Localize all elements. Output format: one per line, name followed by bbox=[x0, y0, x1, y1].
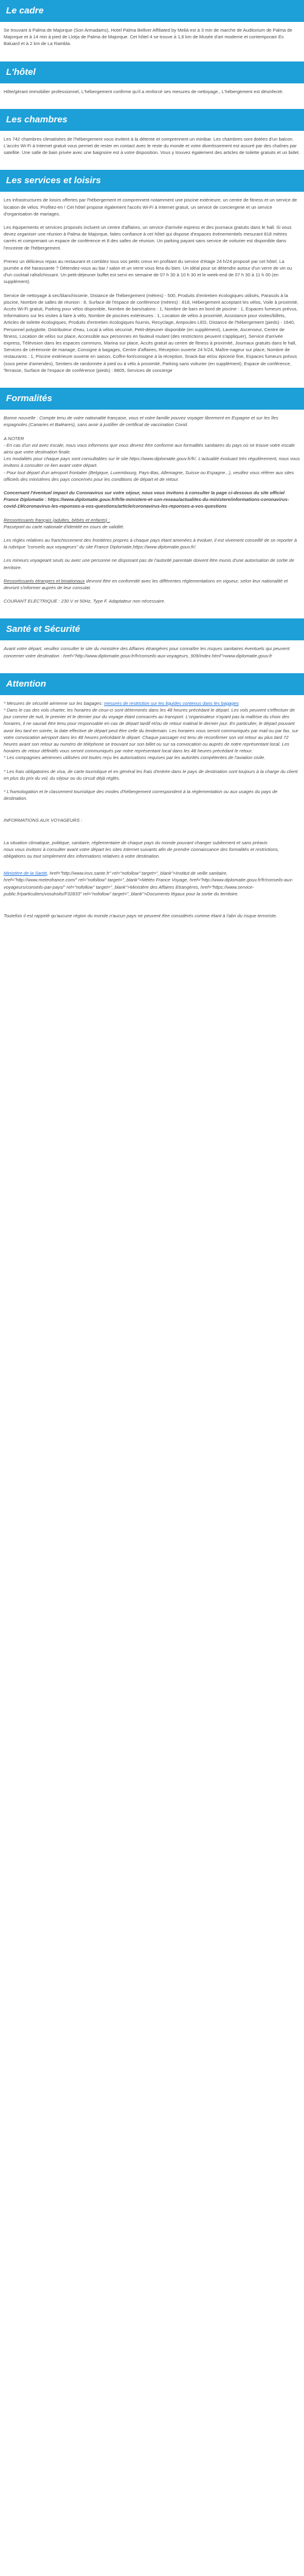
cadre-paragraph: Se trouvant à Palma de Majorque (Son Armadams), Hotel Palma Bellver Affiliated by Meliá est à 3 min de marche de Auditorium de Palma de Majorque et à 14 min à pied de Llotja de Palma de Majorque. Cet hôtel 4 se trouve à 1,6 km de Musée d'art moderne et contemporain Es Baluard et à 2 km de La Rambla. bbox=[4, 27, 292, 47]
section-title-attention: Attention bbox=[0, 673, 304, 695]
formalites-note: A NOTER - En cas d'un vol avec escale, nous vous informons que vous devrez être conforme aux formalités sanitaires du pays où se trouve votre escale ainsi que votre destination finale. Les modalités pour chaque pays sont consultables sur le site https://www.diplomatie.gouv.fr/fr/. L'actualité évoluant très régulièrement, nous vous invitons à consulter ce lien avant votre départ. - Pour tout départ d'un aéroport frontalier (Belgique, Luxembourg, Pays-Bas, Allemagne, Suisse ou Espagne...), veuillez vous référer aux sites officiels des ministères des pays concernés pour les conditions de départ et de retour. bbox=[4, 435, 300, 482]
attention-baggage-text: * Mesures de sécurité aérienne sur les bagages: bbox=[4, 700, 105, 706]
formalites-coronavirus: Concernant l'éventuel impact du Coronavirus sur votre séjour, nous vous invitons à consulter la page ci-dessous du site officiel France Diplomatie : https://www.diplomatie.gouv.fr/fr/le-ministere-et-son-reseau/actualites-du-ministere/informations-coronavirus-covid-19/coronavirus-les-reponses-a-vos-questions/article/coronavirus-les-reponses-a-vos-questions bbox=[4, 489, 289, 509]
attention-paragraph-5: La situation climatique, politique, sanitaire, réglementaire de chaque pays du monde pouvant changer subitement et sans préavis nous vous invitons à consulter avant votre départ les sites Internet suivants afin de prendre connaissance des formalités et restrictions, obligations ou tout simplement des informations relatives à votre destination. bbox=[4, 839, 279, 859]
attention-traveller-info-heading: INFORMATIONS AUX VOYAGEURS : bbox=[4, 817, 83, 824]
attention-links-paragraph bbox=[4, 870, 300, 897]
section-sante bbox=[0, 640, 304, 669]
formalites-documents-text: Passeport ou carte nationale d'identité en cours de validité. bbox=[4, 523, 125, 530]
services-paragraph-3: Prenez un délicieux repas au restaurant et comblez tous vos petits creux en profitant du service d'étage 24 h/24 proposé par cet hôtel. La journée a été harassante ? Détendez-vous au bar / salon et un verre vous fera du bien. Un idéal pour se détendre autour d'un verre de vin ou d'un cocktail rafraîchissant. Un petit-déjeuner buffet est servi en semaine de 07 h 30 à 10 h 30 et le week-end de 07 h 30 à 11 h 00 (en supplément). bbox=[4, 258, 292, 285]
section-cadre bbox=[0, 22, 304, 58]
hotel-paragraph: Hôte/gérant immobilier professionnel, L'hébergement confirme qu'il a renforcé ses mesures de nettoyage., L'hébergement est désinfecté. bbox=[4, 88, 284, 94]
section-services bbox=[0, 192, 304, 384]
section-title-services: Les services et loisirs bbox=[0, 170, 304, 192]
formalites-electricity: COURANT ELECTRIQUE : 230 V et 50Hz, Type F. Adaptateur non nécessaire. bbox=[4, 598, 165, 604]
attention-terrorism-note: Toutefois il est rappelé qu'aucune région du monde n'aucun pays ne peuvent être considérés comme étant à l'abri du risque terroriste. bbox=[4, 913, 277, 919]
services-paragraph-1: Les infrastructures de loisirs offertes par l'hébergement et comprennent notamment une piscine extérieure, un centre de fitness et un service de location de vélos. Profitez-en ! Cet hôtel propose également l'accès Wi-Fi à Internet gratuit, un service de conciergerie et un service d'organisation de mariages. bbox=[4, 197, 297, 217]
page bbox=[0, 0, 304, 929]
attention-paragraph-3: * L'homologation et le classement touristique des modes d'hébergement correspondent à la réglementation ou aux usages du pays de destination. bbox=[4, 789, 278, 802]
section-title-sante: Santé et Sécurité bbox=[0, 618, 304, 640]
formalites-foreigners-text: devront être en conformité avec les différentes réglementations en vigueur, selon leur nationalité et devront s'informer auprès de leur consulat. bbox=[4, 578, 288, 590]
section-hotel bbox=[0, 83, 304, 105]
attention-flights-text: * Dans le cas des vols charter, les horaires de ceux-ci sont déterminés dans les 48 heures précédant le départ. Les vols peuvent s'effectuer de jour comme de nuit, le premier et le dernier jour du voyage étant consacrés au transport. L'organisateur n'ayant pas la maîtrise du choix des horaires, il ne saurait être tenu pour responsable en cas de départ tardif et/ou de retour matinal le dernier jour. En particulier, le départ pouvant avoir lieu tard en soirée, la date effective de départ peut être celle du lendemain. Les horaires vous seront communiqués par mail ou par fax, sur votre convocation aéroport dans les 48 heures précédant le départ. Chaque passager est tenu de reconfirmer son vol retour au plus tard 72 heures avant son retour au numéro de téléphone se trouvant sur son billet ou sur sa convocation ou auprès de notre représentant local. Les horaires de retour définitifs vous seront communiqués par notre représentant local dans les 48 heures précédant le retour. * Les compagnies aériennes utilisées ont toutes reçu les autorisations requises par les autorités compétentes de l'aviation civile. bbox=[4, 707, 299, 761]
services-paragraph-2: Les équipements et services proposés incluent un centre d'affaires, un service d'arrivée express et des journaux gratuits dans le hall. Si vous devez organiser une réunion à Palma de Majorque, faites confiance à cet hôtel qui dispose d'espaces événementiels mesurant 818 mètres carrés et comprenant un espace de conférence et 8 des salles de réunion. Un parking payant sans service de voiturier est disponible dans l'enceinte de l'hébergement. bbox=[4, 225, 292, 251]
sante-paragraph: Avant votre départ, veuillez consulter le site du ministère des Affaires étrangères pour connaître les risques sanitaires éventuels qui peuvent concerner votre destination : href="http://www.diplomatie.gouv.fr/fr/conseils-aux-voyageurs_909/index.html">www.diplomatie.gouv.fr bbox=[4, 646, 290, 659]
formalites-documents bbox=[4, 517, 300, 530]
formalites-paragraph-1: Bonne nouvelle : Compte tenu de votre nationalité française, vous et votre famille pouvez voyager librement en Espagne et sur les îles espagnoles (Canaries et Baléares), sans avoir à justifier de certificat de vaccination Covid. bbox=[4, 415, 278, 428]
services-amenities-list: Service de nettoyage à sec/blanchisserie, Distance de l'hébergement (mètres) - 500, Produits d'entretien écologiques utilisés, Parasols à la piscine, Nombre de salles de réunion : 8, Surface de l'espace de conférence (mètres) : 818, Hébergement acceptant les vélos, Voile à proximité, Accès Wi-Fi gratuit, Parking pour vélos disponible, Nombre de bars/salons : 1, Nombre de bars en bord de piscine : 1, Espaces fumeurs prévus, Informations sur les visites à faire à vélo, Nombre de piscines extérieures : 1, Location de vélos à proximité, Assistance pour visites/billets, Articles de toilette écologiques, Produits d'entretien écologiques fournis, Recyclage, Ampoules LED, Distance de l'hébergement (pieds) - 1640, Personnel polyglotte, Distributeur d'eau, Local à vélos sécurisé, Petit-déjeuner disponible (en supplément), Laverie, Ascenseur, Centre de fitness, Location de vélos sur place, Accessible aux personnes en fauteuil roulant (des restrictions peuvent s'appliquer), Service d'arrivée express, Télévision dans les espaces communs, Marina sur place, Accès gratuit au centre de fitness à proximité, Journaux gratuits dans le hall, Services de cérémonie de mariage, Consigne à bagages, Centre d'affaires, Réception ouverte 24 h/24, Maître-nageur sur place, Nombre de restaurants : 1, Piscine extérieure ouverte en saison, Coffre-fort/consigne à la réception, Snack-bar et/ou épicerie fine, Espaces fumeurs prévus (sous peine d'amendes), Sentiers de randonnée à pied ou à vélo à proximité, Parking sans voiturier (en supplément), Espace de conférence, Terrasse, Surface de l'espace de conférence (pieds) : 8805, Services de concierge bbox=[4, 292, 299, 373]
section-chambres bbox=[0, 131, 304, 167]
formalites-paragraph-6: Les mineurs voyageant seuls ou avec une personne ne disposant pas de l'autorité parentale doivent être munis d'une autorisation de sortie de territoire. bbox=[4, 558, 294, 570]
attention-paragraph-2: * Les frais obligatoires de visa, de carte touristique et en général les frais d'entrée dans le pays de destination sont toujours à la charge du client en plus du prix du vol, du séjour ou du circuit déjà réglés. bbox=[4, 768, 298, 781]
section-title-hotel: L'hôtel bbox=[0, 61, 304, 83]
section-formalites bbox=[0, 410, 304, 615]
attention-links-text: , href="http://www.invs.sante.fr" rel="nofollow" target="_blank">Institut de veille sanitaire, href="http://www.meteofrance.com/" rel="nofollow" target="_blank">Météo France Voyage, href="http://www.diplomatie.gouv.fr/fr/conseils-aux-voyageurs/conseils-par-pays/" rel="nofollow" target="_blank">Ministère des Affaires Etrangères, href="https://www.service-public.fr/particuliers/vosdroits/F32833" rel="nofollow" target="_blank">Documents légaux pour la sortie du territoire. bbox=[4, 870, 294, 897]
section-title-cadre: Le cadre bbox=[0, 0, 304, 22]
formalites-foreigners bbox=[4, 578, 300, 591]
chambres-paragraph: Les 742 chambres climatisées de l'hébergement vous invitent à la détente et comprennent un minibar. Les chambres sont dotées d'un balcon. L'accès Wi-Fi à Internet gratuit vous permet de rester en contact avec le reste du monde et votre divertissement est assuré par des chaînes par satellite. Une salle de bain privée avec une baignoire est à votre disposition. Vous y trouvez également des articles de toilette gratuits et un bidet. bbox=[4, 136, 300, 156]
section-title-formalites: Formalités bbox=[0, 388, 304, 410]
section-attention bbox=[0, 695, 304, 929]
formalites-documents-heading: Ressortissants français (adultes, bébés et enfants) : bbox=[4, 517, 110, 523]
ministere-sante-link[interactable]: Ministère de la Santé bbox=[4, 870, 47, 877]
formalites-foreigners-heading: Ressortissants étrangers et binationaux bbox=[4, 578, 85, 584]
attention-paragraph-1 bbox=[4, 700, 300, 761]
liquids-restriction-link[interactable]: mesures de restriction sur les liquides contenus dans les bagages bbox=[104, 700, 239, 706]
formalites-paragraph-5: Les règles relatives au franchissement des frontières propres à chaque pays étant amenées à évoluer, il est vivement conseillé de se reporter à la rubrique "conseils aux voyageurs" du site France Diplomatie,https://www.diplomatie.gouv.fr/. bbox=[4, 537, 297, 550]
section-title-chambres: Les chambres bbox=[0, 109, 304, 131]
